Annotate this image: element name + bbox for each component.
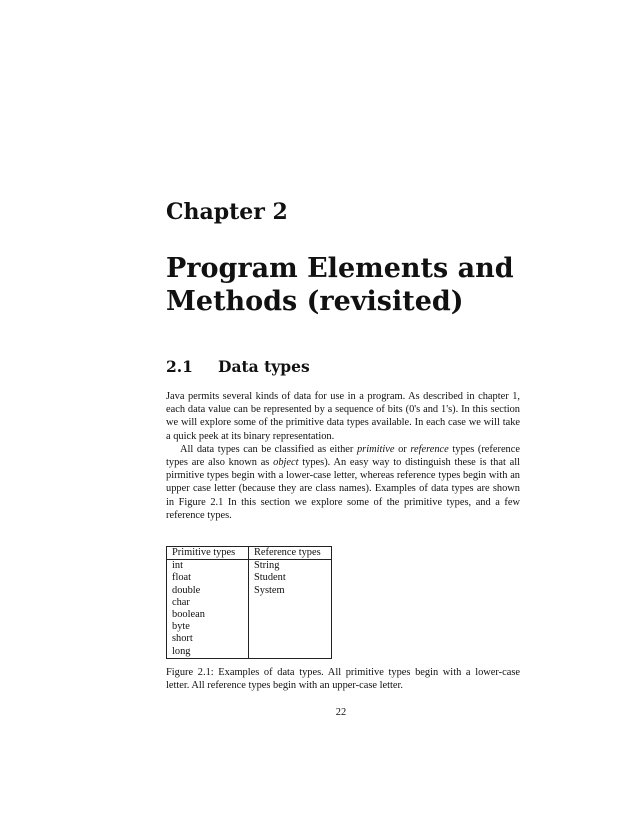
table-cell: double	[167, 585, 249, 597]
table-cell: String	[249, 560, 332, 573]
header-primitive-types: Primitive types	[167, 547, 249, 560]
paragraph-2-part-a: All data types can be classified as either	[180, 443, 357, 455]
table-row	[167, 646, 332, 659]
data-types-table	[166, 546, 332, 659]
table-row	[167, 609, 332, 621]
figure-caption: Figure 2.1: Examples of data types. All primitive types begin with a lower-case letter. All reference types begin with an upper-case letter.	[166, 667, 520, 692]
term-primitive: primitive	[356, 443, 395, 455]
table-cell: byte	[167, 621, 249, 633]
section-heading	[166, 357, 310, 376]
term-object: object	[273, 457, 299, 469]
chapter-title-line-2: Methods (revisited)	[166, 286, 464, 317]
table-cell	[249, 621, 332, 633]
table-row	[167, 597, 332, 609]
table-cell	[249, 633, 332, 645]
table-cell: float	[167, 572, 249, 584]
section-title: Data types	[218, 357, 310, 376]
table-cell: Student	[249, 572, 332, 584]
chapter-title-line-1: Program Elements and	[166, 253, 514, 284]
chapter-title	[166, 252, 546, 318]
table-cell	[249, 646, 332, 659]
paragraph-2	[166, 443, 520, 522]
table-cell: boolean	[167, 609, 249, 621]
table-header-row	[167, 547, 332, 560]
table-cell: System	[249, 585, 332, 597]
table-row	[167, 572, 332, 584]
table-row	[167, 585, 332, 597]
section-number: 2.1	[166, 357, 193, 376]
table-cell: char	[167, 597, 249, 609]
page-number: 22	[335, 707, 347, 718]
table-cell: int	[167, 560, 249, 573]
body-text	[166, 390, 520, 522]
paragraph-2-part-c: types (reference types are also known as	[166, 443, 520, 469]
header-reference-types: Reference types	[249, 547, 332, 560]
table-cell: long	[167, 646, 249, 659]
paragraph-2-part-b: or	[394, 443, 411, 455]
table-cell: short	[167, 633, 249, 645]
table-row	[167, 633, 332, 645]
paragraph-2-part-d: types). An easy way to distinguish these is that all pirmitive types begin with a lower-case letter, whereas reference types begin with an upper case letter (because they are class names). Examples of data types are shown in Figure 2.1 In this section we explore some of the primitive types, and a few reference types.	[166, 457, 520, 521]
term-reference: reference	[410, 443, 449, 455]
table-cell	[249, 609, 332, 621]
paragraph-1: Java permits several kinds of data for use in a program. As described in chapter 1, each data value can be represented by a sequence of bits (0's and 1's). In this section we will explore some of the primitive data types available. In each case we will take a quick peek at its binary representation.	[166, 391, 520, 442]
table-row	[167, 560, 332, 573]
chapter-label: Chapter 2	[166, 199, 288, 225]
table-cell	[249, 597, 332, 609]
table-row	[167, 621, 332, 633]
